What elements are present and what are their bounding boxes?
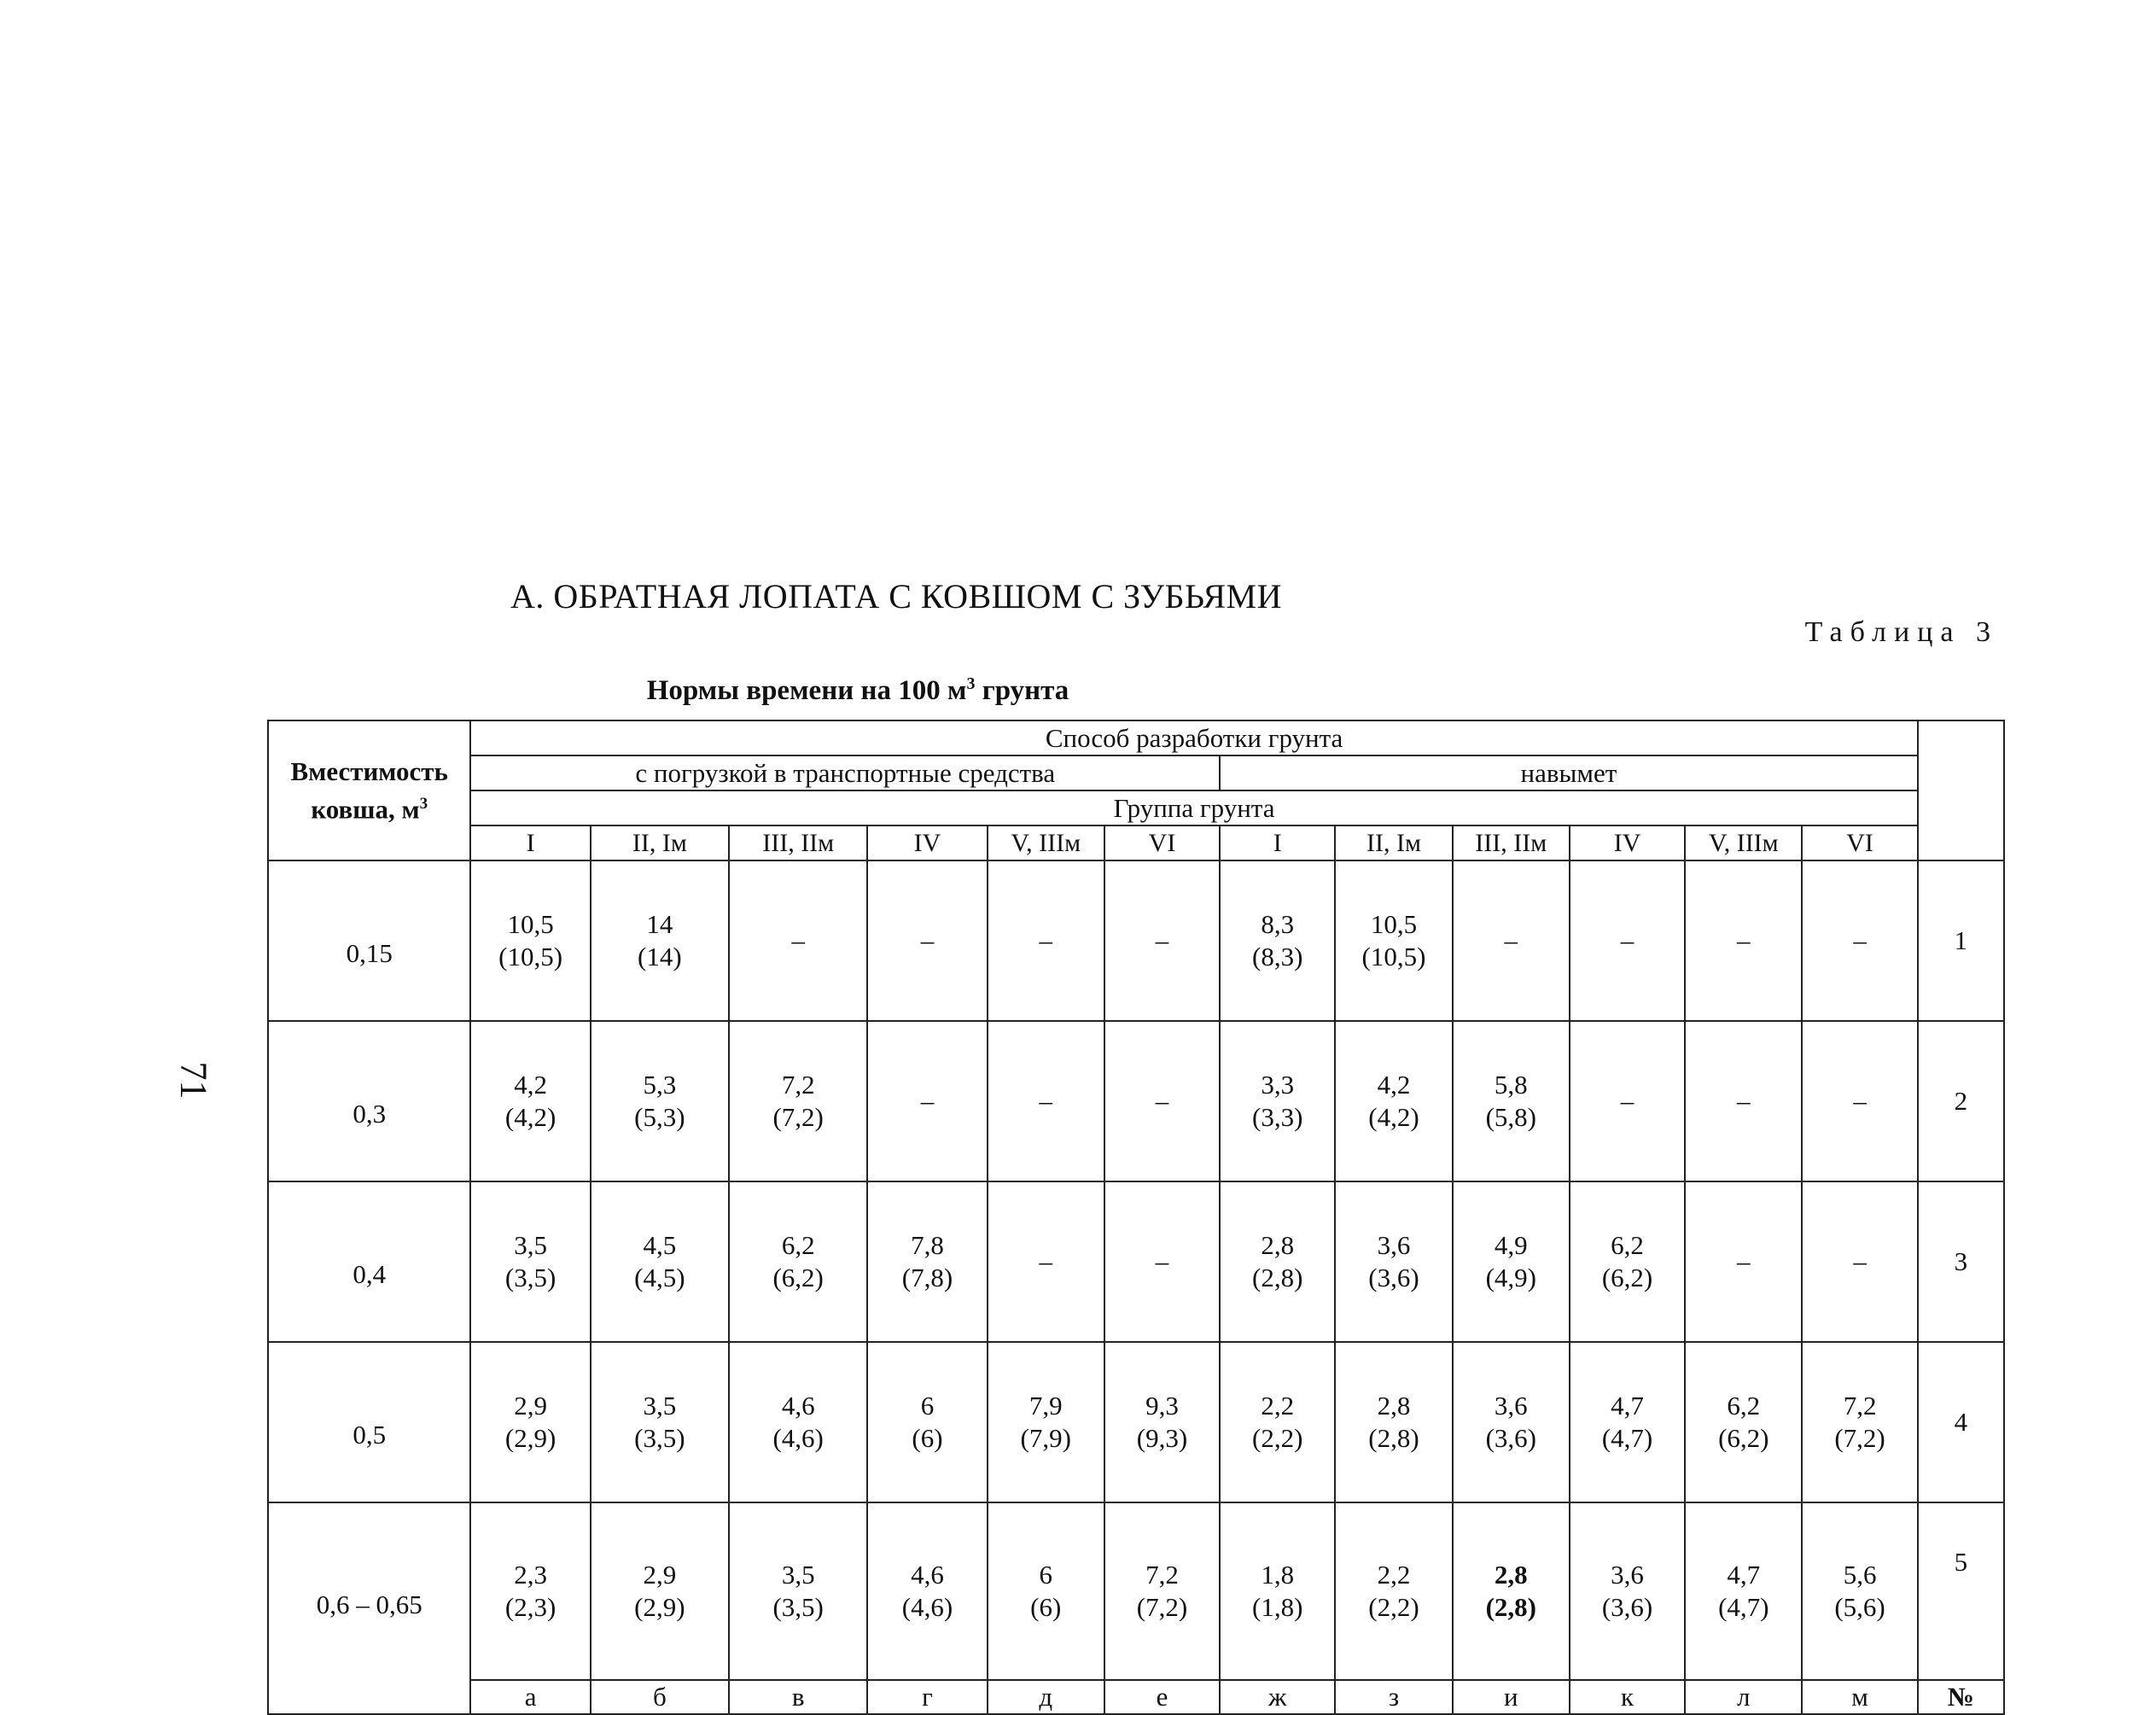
norm-value-paren: (6,2) [1718,1423,1769,1453]
column-letter: г [867,1680,987,1714]
norm-value-paren: (7,2) [1834,1423,1885,1453]
row-number-cell: 2 [1918,1021,2004,1181]
norm-cell [1570,1181,1685,1342]
capacity-cell: 0,3 [268,1021,470,1181]
norm-value: – [920,1086,935,1116]
norm-value: 7,2 [781,1070,815,1100]
norm-value: – [1155,1246,1169,1276]
norm-value: – [1039,1086,1052,1116]
column-letter: ж [1220,1680,1335,1714]
norm-cell [1220,1181,1335,1342]
norm-value-paren: (7,2) [772,1102,824,1132]
norm-value-paren: (7,8) [901,1263,953,1292]
norm-cell [1802,1021,1917,1181]
norm-cell [591,1181,729,1342]
soil-group-cell: II, Iм [591,825,729,860]
number-header [1918,720,2004,860]
norm-value-paren: (2,8) [1485,1592,1536,1622]
norm-value-paren: (3,6) [1601,1592,1653,1622]
norm-value: 10,5 [1370,909,1418,939]
capacity-cell: 0,15 [268,860,470,1021]
norm-cell [1220,860,1335,1021]
norm-value-paren: (10,5) [1361,942,1426,971]
norm-value: – [1504,925,1518,955]
norm-value: – [791,925,805,955]
norm-value-paren: (2,3) [504,1592,556,1622]
soil-group-cell: I [1220,825,1335,860]
soil-group-cell: IV [867,825,987,860]
capacity-cell: 0,6 – 0,65 [268,1502,470,1680]
norm-value: 4,6 [781,1391,815,1420]
norm-value-paren: (3,5) [772,1592,824,1622]
norm-cell [988,1342,1104,1502]
column-letter: е [1104,1680,1220,1714]
norm-value: 2,8 [1377,1391,1411,1420]
norm-cell [729,1021,867,1181]
with-loading-header: с погрузкой в транспортные средства [470,755,1220,790]
norm-value: 3,6 [1494,1391,1528,1420]
norm-value-paren: (6) [912,1423,943,1453]
letter-row-blank [268,1680,470,1714]
norm-cell [729,1342,867,1502]
norm-value: 4,7 [1727,1560,1761,1590]
norm-value: 5,6 [1843,1560,1877,1590]
norm-value: 2,8 [1494,1560,1528,1590]
norm-cell [867,1021,987,1181]
norm-cell [1570,1021,1685,1181]
norm-value-paren: (4,9) [1485,1263,1536,1292]
norm-value-paren: (4,7) [1601,1423,1653,1453]
norm-value: 4,6 [911,1560,944,1590]
soil-group-cell: V, IIIм [1685,825,1802,860]
norm-cell [1802,860,1917,1021]
norm-cell [1570,1502,1685,1680]
norm-cell [470,1021,590,1181]
norm-cell [1335,860,1452,1021]
norm-value: 2,2 [1377,1560,1411,1590]
norm-value: 2,2 [1261,1391,1295,1420]
norm-cell [1802,1502,1917,1680]
norm-value: 7,2 [1843,1391,1877,1420]
norm-value: 1,8 [1261,1560,1295,1590]
norm-cell [1453,1342,1570,1502]
norm-value: 6,2 [1727,1391,1761,1420]
norm-cell [867,1502,987,1680]
norm-value-paren: (5,6) [1834,1592,1885,1622]
norm-cell [470,1342,590,1502]
norm-value: 6 [920,1391,935,1420]
norm-cell [1453,1502,1570,1680]
norm-value: 4,2 [514,1070,547,1100]
norm-cell [1220,1021,1335,1181]
norm-value-paren: (4,2) [504,1102,556,1132]
norm-value-paren: (5,3) [634,1102,685,1132]
norm-cell [1335,1021,1452,1181]
norm-value-paren: (3,5) [634,1423,685,1453]
norm-value: – [1039,1246,1052,1276]
norm-value: – [920,925,935,955]
norm-cell [988,1181,1104,1342]
norm-value: 10,5 [507,909,554,939]
norm-value: 9,3 [1145,1391,1179,1420]
norm-cell [729,1181,867,1342]
capacity-cell: 0,4 [268,1181,470,1342]
norm-value: 4,7 [1611,1391,1644,1420]
table-row [268,1021,2004,1181]
soil-group-cell: III, IIм [1453,825,1570,860]
row-number-cell: 4 [1918,1342,2004,1502]
norm-value: 6,2 [1611,1230,1644,1260]
norm-cell [591,860,729,1021]
norm-value-paren: (3,6) [1485,1423,1536,1453]
norm-value: – [1620,925,1634,955]
norm-cell [1335,1342,1452,1502]
norm-cell [1104,1021,1220,1181]
page-number: 71 [172,1061,215,1100]
norm-value: 5,3 [643,1070,677,1100]
norm-cell [988,1021,1104,1181]
norm-value: 2,9 [643,1560,677,1590]
norm-cell [591,1342,729,1502]
norm-value-paren: (5,8) [1485,1102,1536,1132]
norm-value-paren: (4,2) [1368,1102,1419,1132]
method-header: Способ разработки грунта [470,720,1917,755]
soil-group-cell: III, IIм [729,825,867,860]
norm-value-paren: (2,8) [1368,1423,1419,1453]
norm-cell [988,1502,1104,1680]
norm-value: 8,3 [1261,909,1295,939]
norm-value-paren: (2,9) [634,1592,685,1622]
norm-cell [1802,1342,1917,1502]
norm-value: 3,5 [643,1391,677,1420]
capacity-header: Вместимость ковша, $м^3$ [268,720,470,860]
norm-cell [1570,860,1685,1021]
norm-cell [470,1502,590,1680]
norm-value: – [1155,1086,1169,1116]
norm-value: 3,6 [1611,1560,1644,1590]
norm-value: 2,3 [514,1560,547,1590]
norm-cell [1685,1502,1802,1680]
column-letter: м [1802,1680,1917,1714]
norm-cell [1104,1502,1220,1680]
soil-group-cell: VI [1802,825,1917,860]
norm-cell [591,1502,729,1680]
norm-value-paren: (3,3) [1252,1102,1303,1132]
norm-cell [1570,1342,1685,1502]
soil-group-cell: I [470,825,590,860]
norm-value-paren: (1,8) [1252,1592,1303,1622]
norm-value-paren: (10,5) [498,942,563,971]
column-letter: в [729,1680,867,1714]
table-label: Таблица 3 [1804,616,1998,648]
norm-value-paren: (2,2) [1368,1592,1419,1622]
norm-cell [1453,860,1570,1021]
column-letter: л [1685,1680,1802,1714]
norm-value-paren: (2,2) [1252,1423,1303,1453]
capacity-cell: 0,5 [268,1342,470,1502]
norm-cell [867,1342,987,1502]
column-letter: к [1570,1680,1685,1714]
norm-value-paren: (6) [1030,1592,1062,1622]
norm-value: 6,2 [781,1230,815,1260]
norm-cell [1335,1181,1452,1342]
norm-value-paren: (3,6) [1368,1263,1419,1292]
column-letter: з [1335,1680,1452,1714]
norm-cell [591,1021,729,1181]
norm-cell [988,860,1104,1021]
norm-value-paren: (4,6) [901,1592,953,1622]
number-label: № [1918,1680,2004,1714]
norm-value: 4,2 [1377,1070,1411,1100]
norm-cell [729,1502,867,1680]
norm-cell [1453,1021,1570,1181]
norm-value-paren: (4,7) [1718,1592,1769,1622]
table-row [268,1502,2004,1680]
norm-cell [729,860,867,1021]
row-number-cell: 1 [1918,860,2004,1021]
column-letter: б [591,1680,729,1714]
norm-value: 3,5 [514,1230,547,1260]
norm-value-paren: (6,2) [772,1263,824,1292]
norm-value-paren: (8,3) [1252,942,1303,971]
norm-cell [1104,860,1220,1021]
norm-value: – [1737,1246,1751,1276]
norm-value: 7,2 [1145,1560,1179,1590]
norms-table [267,720,2005,1715]
norm-value: 4,9 [1494,1230,1528,1260]
norm-value-paren: (3,5) [504,1263,556,1292]
norm-value: – [1620,1086,1634,1116]
norm-cell [470,1181,590,1342]
norm-value: 2,9 [514,1391,547,1420]
norm-value: 7,9 [1028,1391,1063,1420]
norm-value: 5,8 [1494,1070,1528,1100]
norm-value: – [1737,1086,1751,1116]
norm-value: – [1155,925,1169,955]
norm-value-paren: (7,9) [1020,1423,1071,1453]
norm-value: – [1853,1246,1867,1276]
norm-cell [1453,1181,1570,1342]
table-row [268,860,2004,1021]
norm-value-paren: (4,6) [772,1423,824,1453]
norm-value: – [1853,925,1867,955]
norm-value: 4,5 [643,1230,677,1260]
norm-cell [1685,1181,1802,1342]
dumping-header: навымет [1220,755,1918,790]
norm-value-paren: (6,2) [1601,1263,1653,1292]
norm-value-paren: (2,8) [1252,1263,1303,1292]
soil-group-header: Группа грунта [470,790,1917,825]
norm-value-paren: (4,5) [634,1263,685,1292]
norm-value: – [1853,1086,1867,1116]
soil-group-cell: V, IIIм [988,825,1104,860]
norm-value: – [1737,925,1751,955]
norm-value: 6 [1039,1560,1052,1590]
norm-value-paren: (9,3) [1136,1423,1188,1453]
norm-value-paren: (7,2) [1136,1592,1188,1622]
norm-cell [470,860,590,1021]
row-number-cell: 3 [1918,1181,2004,1342]
norm-value-paren: (2,9) [504,1423,556,1453]
norm-value: 3,6 [1377,1230,1411,1260]
table-row [268,1181,2004,1342]
norm-value: 7,8 [911,1230,944,1260]
column-letter: д [988,1680,1104,1714]
row-number-cell: 5 [1918,1502,2004,1680]
soil-group-cell: VI [1104,825,1220,860]
table-row [268,1342,2004,1502]
soil-group-cell: IV [1570,825,1685,860]
column-letter: и [1453,1680,1570,1714]
norm-value: 3,5 [781,1560,815,1590]
norm-value: 2,8 [1261,1230,1295,1260]
norm-cell [867,1181,987,1342]
soil-group-cell: II, Iм [1335,825,1452,860]
norm-cell [1220,1502,1335,1680]
norm-cell [1335,1502,1452,1680]
section-heading: А. ОБРАТНАЯ ЛОПАТА С КОВШОМ С ЗУБЬЯМИ [510,577,1282,615]
norm-cell [867,860,987,1021]
norm-cell [1104,1181,1220,1342]
norm-value: 14 [646,909,673,939]
norm-cell [1685,1021,1802,1181]
norm-cell [1104,1342,1220,1502]
norm-cell [1685,1342,1802,1502]
norm-value-paren: (14) [638,942,682,971]
table-caption: Нормы времени на 100 $м^3$ грунта [646,674,1069,706]
norm-cell [1685,860,1802,1021]
norm-value: 3,3 [1261,1070,1295,1100]
norm-value: – [1039,925,1052,955]
norm-cell [1220,1342,1335,1502]
column-letter: а [470,1680,590,1714]
norm-cell [1802,1181,1917,1342]
